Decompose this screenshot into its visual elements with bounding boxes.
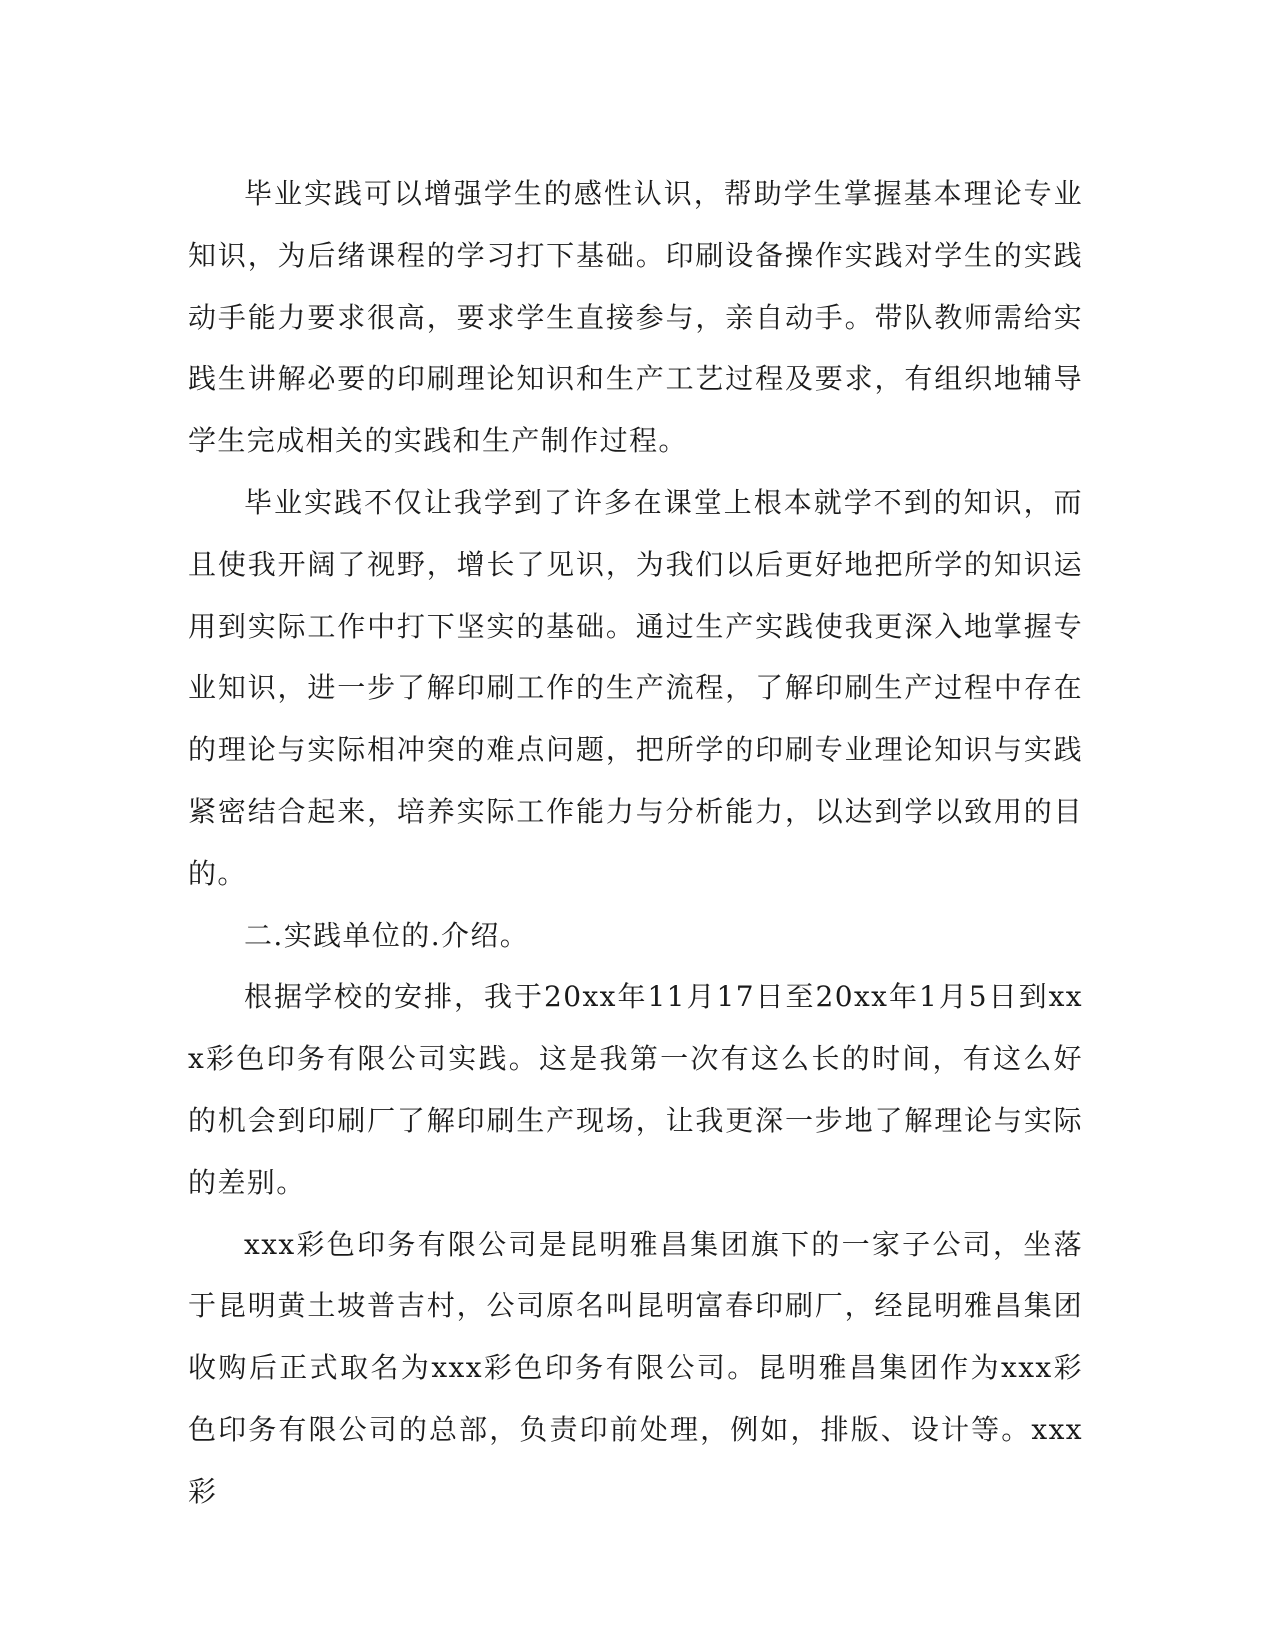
- paragraph-3: 根据学校的安排，我于20xx年11月17日至20xx年1月5日到xxx彩色印务有限公司实践。这是我第一次有这么长的时间，有这么好的机会到印刷厂了解印刷生产现场，让我更深一步地了解理论与实际的差别。: [188, 980, 1083, 1199]
- paragraph-1: 毕业实践可以增强学生的感性认识，帮助学生掌握基本理论专业知识，为后绪课程的学习打下基础。印刷设备操作实践对学生的实践动手能力要求很高，要求学生直接参与，亲自动手。带队教师需给实践生讲解必要的印刷理论知识和生产工艺过程及要求，有组织地辅导学生完成相关的实践和生产制作过程。: [188, 177, 1083, 458]
- section-heading: 二.实践单位的.介绍。: [244, 918, 530, 952]
- document-body: [188, 163, 1083, 1523]
- paragraph-2: 毕业实践不仅让我学到了许多在课堂上根本就学不到的知识，而且使我开阔了视野，增长了见识，为我们以后更好地把所学的知识运用到实际工作中打下坚实的基础。通过生产实践使我更深入地掌握专业知识，进一步了解印刷工作的生产流程，了解印刷生产过程中存在的理论与实际相冲突的难点问题，把所学的印刷专业理论知识与实践紧密结合起来，培养实际工作能力与分析能力，以达到学以致用的目的。: [188, 485, 1083, 890]
- paragraph-4: xxx彩色印务有限公司是昆明雅昌集团旗下的一家子公司，坐落于昆明黄土坡普吉村，公司原名叫昆明富春印刷厂，经昆明雅昌集团收购后正式取名为xxx彩色印务有限公司。昆明雅昌集团作为xxx彩色印务有限公司的总部，负责印前处理，例如，排版、设计等。xxx彩: [188, 1227, 1083, 1508]
